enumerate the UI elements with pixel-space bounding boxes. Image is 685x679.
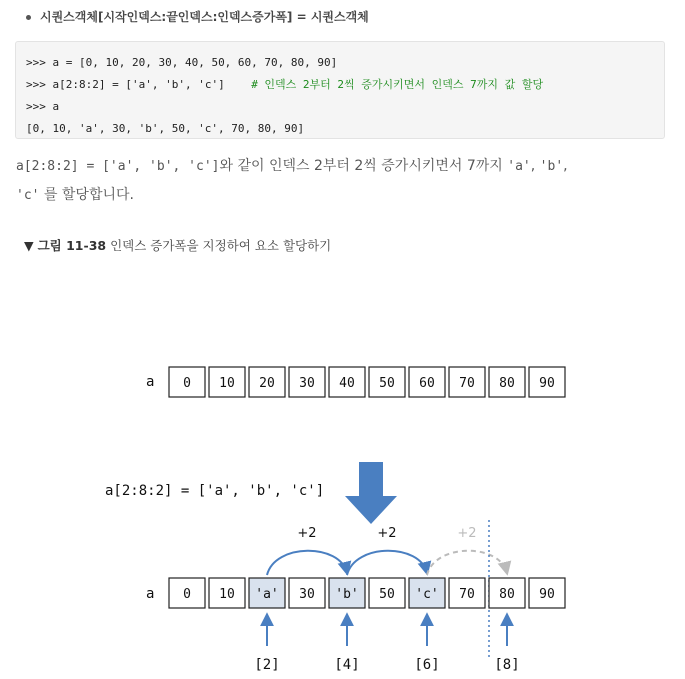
list-name-top: a	[146, 374, 155, 390]
paragraph-sep: ,	[530, 158, 540, 174]
step-arc-3	[427, 551, 507, 575]
list-cell-value: 90	[539, 376, 555, 391]
code-line-2: a[2:8:2] = ['a', 'b', 'c']	[52, 78, 225, 91]
inline-code: 'c'	[16, 188, 40, 203]
code-output: [0, 10, 'a', 30, 'b', 50, 'c', 70, 80, 90]	[26, 122, 305, 135]
inline-code: 'b'	[539, 159, 564, 174]
caption-marker-icon: ▼	[24, 238, 34, 253]
figure-number: 그림 11-38	[37, 238, 107, 253]
paragraph-text: 와 같이 인덱스 2부터 2씩 증가시키면서 7까지	[219, 158, 508, 174]
paragraph-text: 를 할당합니다.	[43, 187, 134, 203]
list-cell-value: 20	[259, 376, 275, 391]
code-line-1: a = [0, 10, 20, 30, 40, 50, 60, 70, 80, 90]	[52, 56, 338, 69]
code-prompt: >>>	[26, 78, 53, 91]
list-cell-value: 10	[219, 587, 235, 602]
list-cell-value: 40	[339, 376, 355, 391]
down-arrow-icon	[345, 462, 397, 524]
syntax-text: 시퀀스객체[시작인덱스:끝인덱스:인덱스증가폭] = 시퀀스객체	[40, 10, 369, 24]
figure-title: 인덱스 증가폭을 지정하여 요소 할당하기	[110, 238, 332, 253]
list-before	[169, 367, 565, 397]
assignment-expression: a[2:8:2] = ['a', 'b', 'c']	[105, 483, 325, 499]
index-label: [2]	[254, 657, 280, 673]
list-after	[169, 578, 565, 608]
list-cell-value: 0	[183, 587, 191, 602]
list-cell-value: 50	[379, 376, 395, 391]
list-cell-value: 70	[459, 376, 475, 391]
list-cell-value: 80	[499, 376, 515, 391]
index-pointers	[267, 615, 507, 646]
inline-code: 'a'	[507, 159, 531, 174]
list-cell-value: 'a'	[255, 587, 279, 602]
list-cell-value: 60	[419, 376, 435, 391]
code-line-3: a	[52, 100, 60, 113]
code-prompt: >>>	[26, 100, 53, 113]
step-label: +2	[457, 526, 477, 541]
list-cell-value: 0	[183, 376, 191, 391]
list-cell-value: 90	[539, 587, 555, 602]
list-cell-value: 10	[219, 376, 235, 391]
list-cell-value: 'b'	[335, 587, 359, 602]
step-label: +2	[297, 526, 317, 541]
list-cell-value: 30	[299, 587, 315, 602]
step-arc-1	[267, 551, 347, 575]
code-prompt: >>>	[26, 56, 53, 69]
list-cell-value: 50	[379, 587, 395, 602]
code-comment: # 인덱스 2부터 2씩 증가시키면서 인덱스 7까지 값 할당	[251, 78, 544, 91]
paragraph-sep: ,	[563, 158, 568, 174]
index-label: [8]	[494, 657, 520, 673]
list-cell-value: 30	[299, 376, 315, 391]
list-cell-value: 70	[459, 587, 475, 602]
index-label: [6]	[414, 657, 440, 673]
list-name-bottom: a	[146, 586, 155, 602]
step-arc-2	[347, 551, 427, 575]
index-label: [4]	[334, 657, 360, 673]
list-cell-value: 80	[499, 587, 515, 602]
inline-code: a[2:8:2] = ['a', 'b', 'c']	[16, 159, 220, 174]
step-label: +2	[377, 526, 397, 541]
list-cell-value: 'c'	[415, 587, 439, 602]
